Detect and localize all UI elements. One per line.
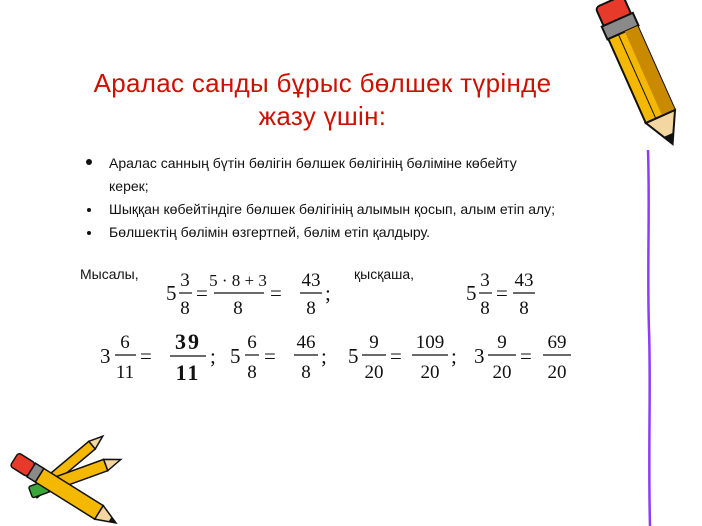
exercise-2-whole: 5 — [230, 344, 241, 368]
exercise-1-formula — [94, 330, 224, 390]
exercise-4-whole: 3 — [474, 344, 485, 368]
equals-sign: = — [264, 344, 276, 368]
semicolon: ; — [210, 344, 216, 368]
exercise-1-whole: 3 — [100, 344, 111, 368]
exercise-1-numerator: 6 — [120, 332, 130, 353]
equals-sign: = — [496, 281, 508, 305]
expression-denominator: 8 — [233, 298, 243, 318]
pencil-bundle-icon — [0, 418, 150, 526]
result-numerator: 43 — [301, 270, 321, 291]
bullet-marker — [87, 231, 91, 235]
equals-sign: = — [520, 344, 532, 368]
example-label: Мысалы, — [80, 266, 139, 282]
exercise-4-result-denominator: 20 — [547, 362, 567, 383]
bullet-3-text: Бөлшектің бөлімін өзгертпей, бөлім етіп қалдыру. — [109, 224, 431, 240]
bullet-1-line-2: керек; — [109, 178, 149, 194]
expression-numerator: 5 · 8 + 3 — [209, 271, 267, 290]
exercise-2-result-denominator: 8 — [301, 362, 311, 383]
example-numerator: 3 — [180, 270, 190, 291]
equals-sign: = — [196, 281, 208, 305]
equals-sign: = — [390, 344, 402, 368]
semicolon: ; — [325, 281, 331, 305]
short-denominator: 8 — [480, 298, 490, 318]
equals-sign: = — [270, 281, 282, 305]
exercise-1-denominator: 11 — [115, 362, 135, 383]
vertical-divider — [644, 150, 654, 526]
semicolon: ; — [451, 344, 457, 368]
exercise-3-numerator: 9 — [369, 332, 379, 353]
exercise-3-formula — [344, 330, 472, 390]
exercise-2-numerator: 6 — [247, 332, 257, 353]
semicolon: ; — [321, 344, 327, 368]
exercise-4-denominator: 20 — [492, 362, 512, 383]
exercise-1-result-denominator: 11 — [175, 360, 201, 385]
exercise-3-result-numerator: 109 — [415, 332, 445, 353]
short-numerator: 3 — [480, 270, 490, 291]
exercise-2-result-numerator: 46 — [296, 332, 316, 353]
example-whole: 5 — [166, 281, 177, 305]
exercise-4-numerator: 9 — [497, 332, 507, 353]
short-result-numerator: 43 — [514, 270, 534, 291]
exercise-4-result-numerator: 69 — [547, 332, 567, 353]
exercise-4-formula — [470, 330, 580, 390]
short-result-denominator: 8 — [519, 298, 529, 318]
slide-title-line-1: Аралас санды бұрыс бөлшек түрінде — [93, 68, 552, 98]
slide-title-line-2: жазу үшін: — [258, 101, 387, 131]
short-form-formula — [460, 268, 550, 318]
exercise-2-formula — [224, 330, 339, 390]
exercise-2-denominator: 8 — [247, 362, 257, 383]
result-denominator: 8 — [306, 298, 316, 318]
bullet-1-line-1: Аралас санның бүтін бөлігін бөлшек бөлігінің бөліміне көбейту — [109, 155, 517, 171]
bullet-marker — [87, 208, 91, 212]
bullet-2-text: Шыққан көбейтіндіге бөлшек бөлігінің алымын қосып, алым етіп алу; — [109, 201, 556, 217]
exercise-1-result-numerator: 39 — [175, 330, 201, 354]
short-form-label: қысқаша, — [354, 266, 415, 282]
exercise-3-result-denominator: 20 — [420, 362, 440, 383]
example-denominator: 8 — [180, 298, 190, 318]
exercise-3-whole: 5 — [348, 344, 359, 368]
worked-example-formula — [160, 268, 350, 318]
pencil-icon — [585, 0, 702, 150]
short-whole: 5 — [466, 281, 477, 305]
exercise-3-denominator: 20 — [364, 362, 384, 383]
equals-sign: = — [140, 344, 152, 368]
bullet-marker — [86, 159, 92, 165]
